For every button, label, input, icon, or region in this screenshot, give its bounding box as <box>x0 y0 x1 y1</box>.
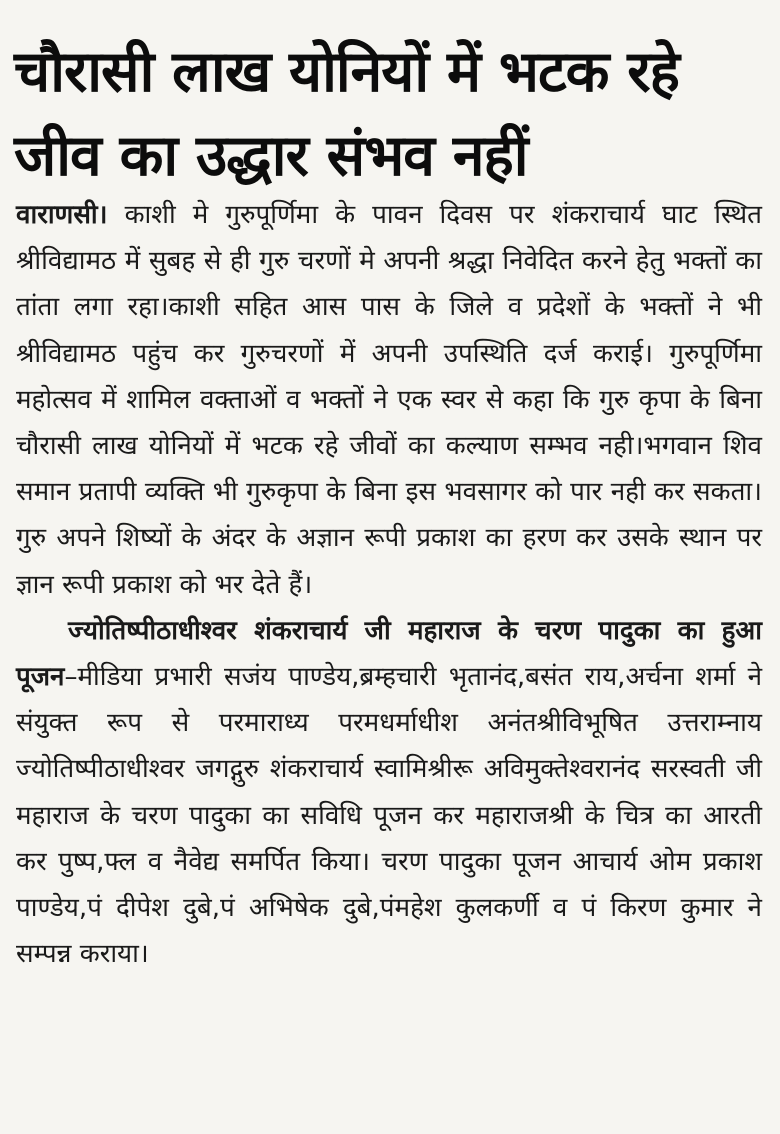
paragraph-1 <box>16 192 762 608</box>
headline: चौरासी लाख योनियों में भटक रहे जीव का उद्धार संभव नहीं <box>14 39 679 189</box>
paragraph-1-text: काशी मे गुरुपूर्णिमा के पावन दिवस पर शंकराचार्य घाट स्थित श्रीविद्यामठ में सुबह से ही गुरु चरणों मे अपनी श्रद्धा निवेदित करने हेतु भक्तों का तांता लगा रहा।काशी सहित आस पास के जिले व प्रदेशों के भक्तों ने भी श्रीविद्यामठ पहुंच कर गुरुचरणों में अपनी उपस्थिति दर्ज कराई। गुरुपूर्णिमा महोत्सव में शामिल वक्ताओं व भक्तों ने एक स्वर से कहा कि गुरु कृपा के बिना चौरासी लाख योनियों में भटक रहे जीवों का कल्याण सम्भव नही।भगवान शिव समान प्रतापी व्यक्ति भी गुरुकृपा के बिना इस भवसागर को पार नही कर सकता।गुरु अपने शिष्यों के अंदर के अज्ञान रूपी प्रकाश का हरण कर उसके स्थान पर ज्ञान रूपी प्रकाश को भर देते हैं। <box>16 200 762 600</box>
paragraph-2 <box>16 608 762 978</box>
subheading: ज्योतिष्पीठाधीश्वर शंकराचार्य जी महाराज के चरण पादुका का हुआ पूजन <box>16 615 762 693</box>
paragraph-2-text: –मीडिया प्रभारी सजंय पाण्डेय,ब्रम्हचारी भृतानंद,बसंत राय,अर्चना शर्मा ने संयुक्त रूप से परमाराध्य परमधर्माधीश अनंतश्रीविभूषित उत्तराम्नाय ज्योतिष्पीठाधीश्वर जगद्गुरु शंकराचार्य स्वामिश्रीरू अविमुक्तेश्वरानंद सरस्वती जी महाराज के चरण पादुका का सविधि पूजन कर महाराजश्री के चित्र का आरती कर पुष्प,फ्ल व नैवेद्य समर्पित किया। चरण पादुका पूजन आचार्य ओम प्रकाश पाण्डेय,पं दीपेश दुबे,पं अभिषेक दुबे,पंमहेश कुलकर्णी व पं किरण कुमार ने सम्पन्न कराया। <box>16 662 762 970</box>
dateline: वाराणसी। <box>16 200 108 230</box>
article-body <box>16 192 762 977</box>
